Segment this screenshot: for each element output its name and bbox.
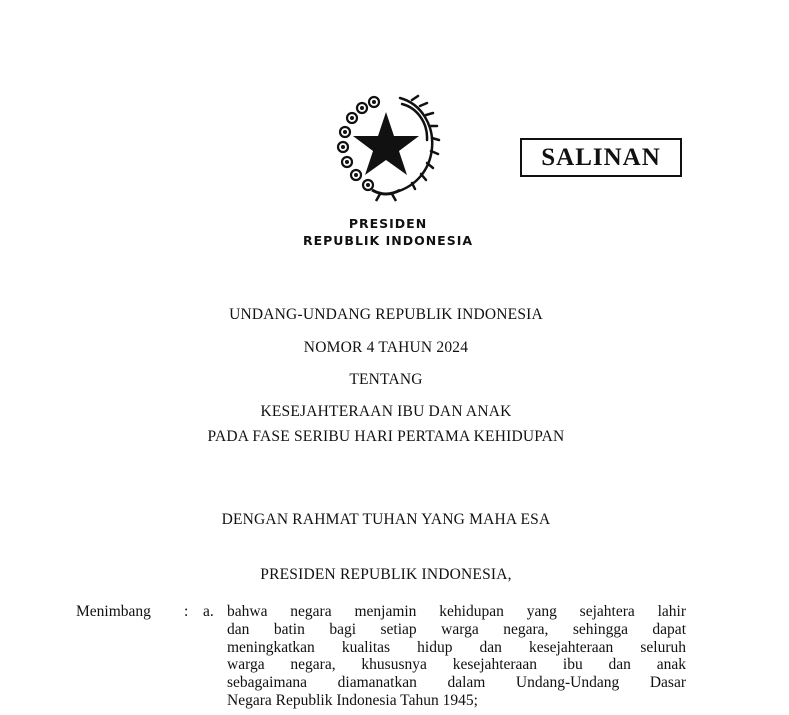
considering-paragraph [227, 603, 686, 710]
presidential-emblem-icon [330, 90, 442, 202]
considering-colon: : [184, 603, 189, 620]
paragraph-line: meningkatkan kualitas hidup dan kesejahteraan seluruh [227, 638, 686, 656]
paragraph-line: Negara Republik Indonesia Tahun 1945; [227, 691, 478, 709]
president-line: PRESIDEN REPUBLIK INDONESIA, [260, 566, 512, 583]
paragraph-line: dan batin bagi setiap warga negara, sehingga dapat [227, 620, 686, 638]
considering-label: Menimbang [76, 603, 151, 620]
invocation: DENGAN RAHMAT TUHAN YANG MAHA ESA [221, 511, 551, 528]
law-about: TENTANG [349, 371, 423, 388]
paragraph-line: warga negara, khususnya kesejahteraan ibu dan anak [227, 656, 686, 674]
header-republic: REPUBLIK INDONESIA [302, 233, 474, 248]
law-subject-1: KESEJAHTERAAN IBU DAN ANAK [260, 403, 512, 420]
law-number: NOMOR 4 TAHUN 2024 [303, 339, 469, 356]
law-subject-2: PADA FASE SERIBU HARI PERTAMA KEHIDUPAN [207, 428, 565, 445]
paragraph-line: sebagaimana diamanatkan dalam Undang-Undang Dasar [227, 674, 686, 692]
header-president: PRESIDEN [348, 216, 428, 231]
paragraph-line: bahwa negara menjamin kehidupan yang sejahtera lahir [227, 603, 686, 620]
salinan-stamp: SALINAN [520, 138, 682, 177]
item-marker: a. [203, 603, 214, 620]
law-title: UNDANG-UNDANG REPUBLIK INDONESIA [229, 306, 543, 323]
